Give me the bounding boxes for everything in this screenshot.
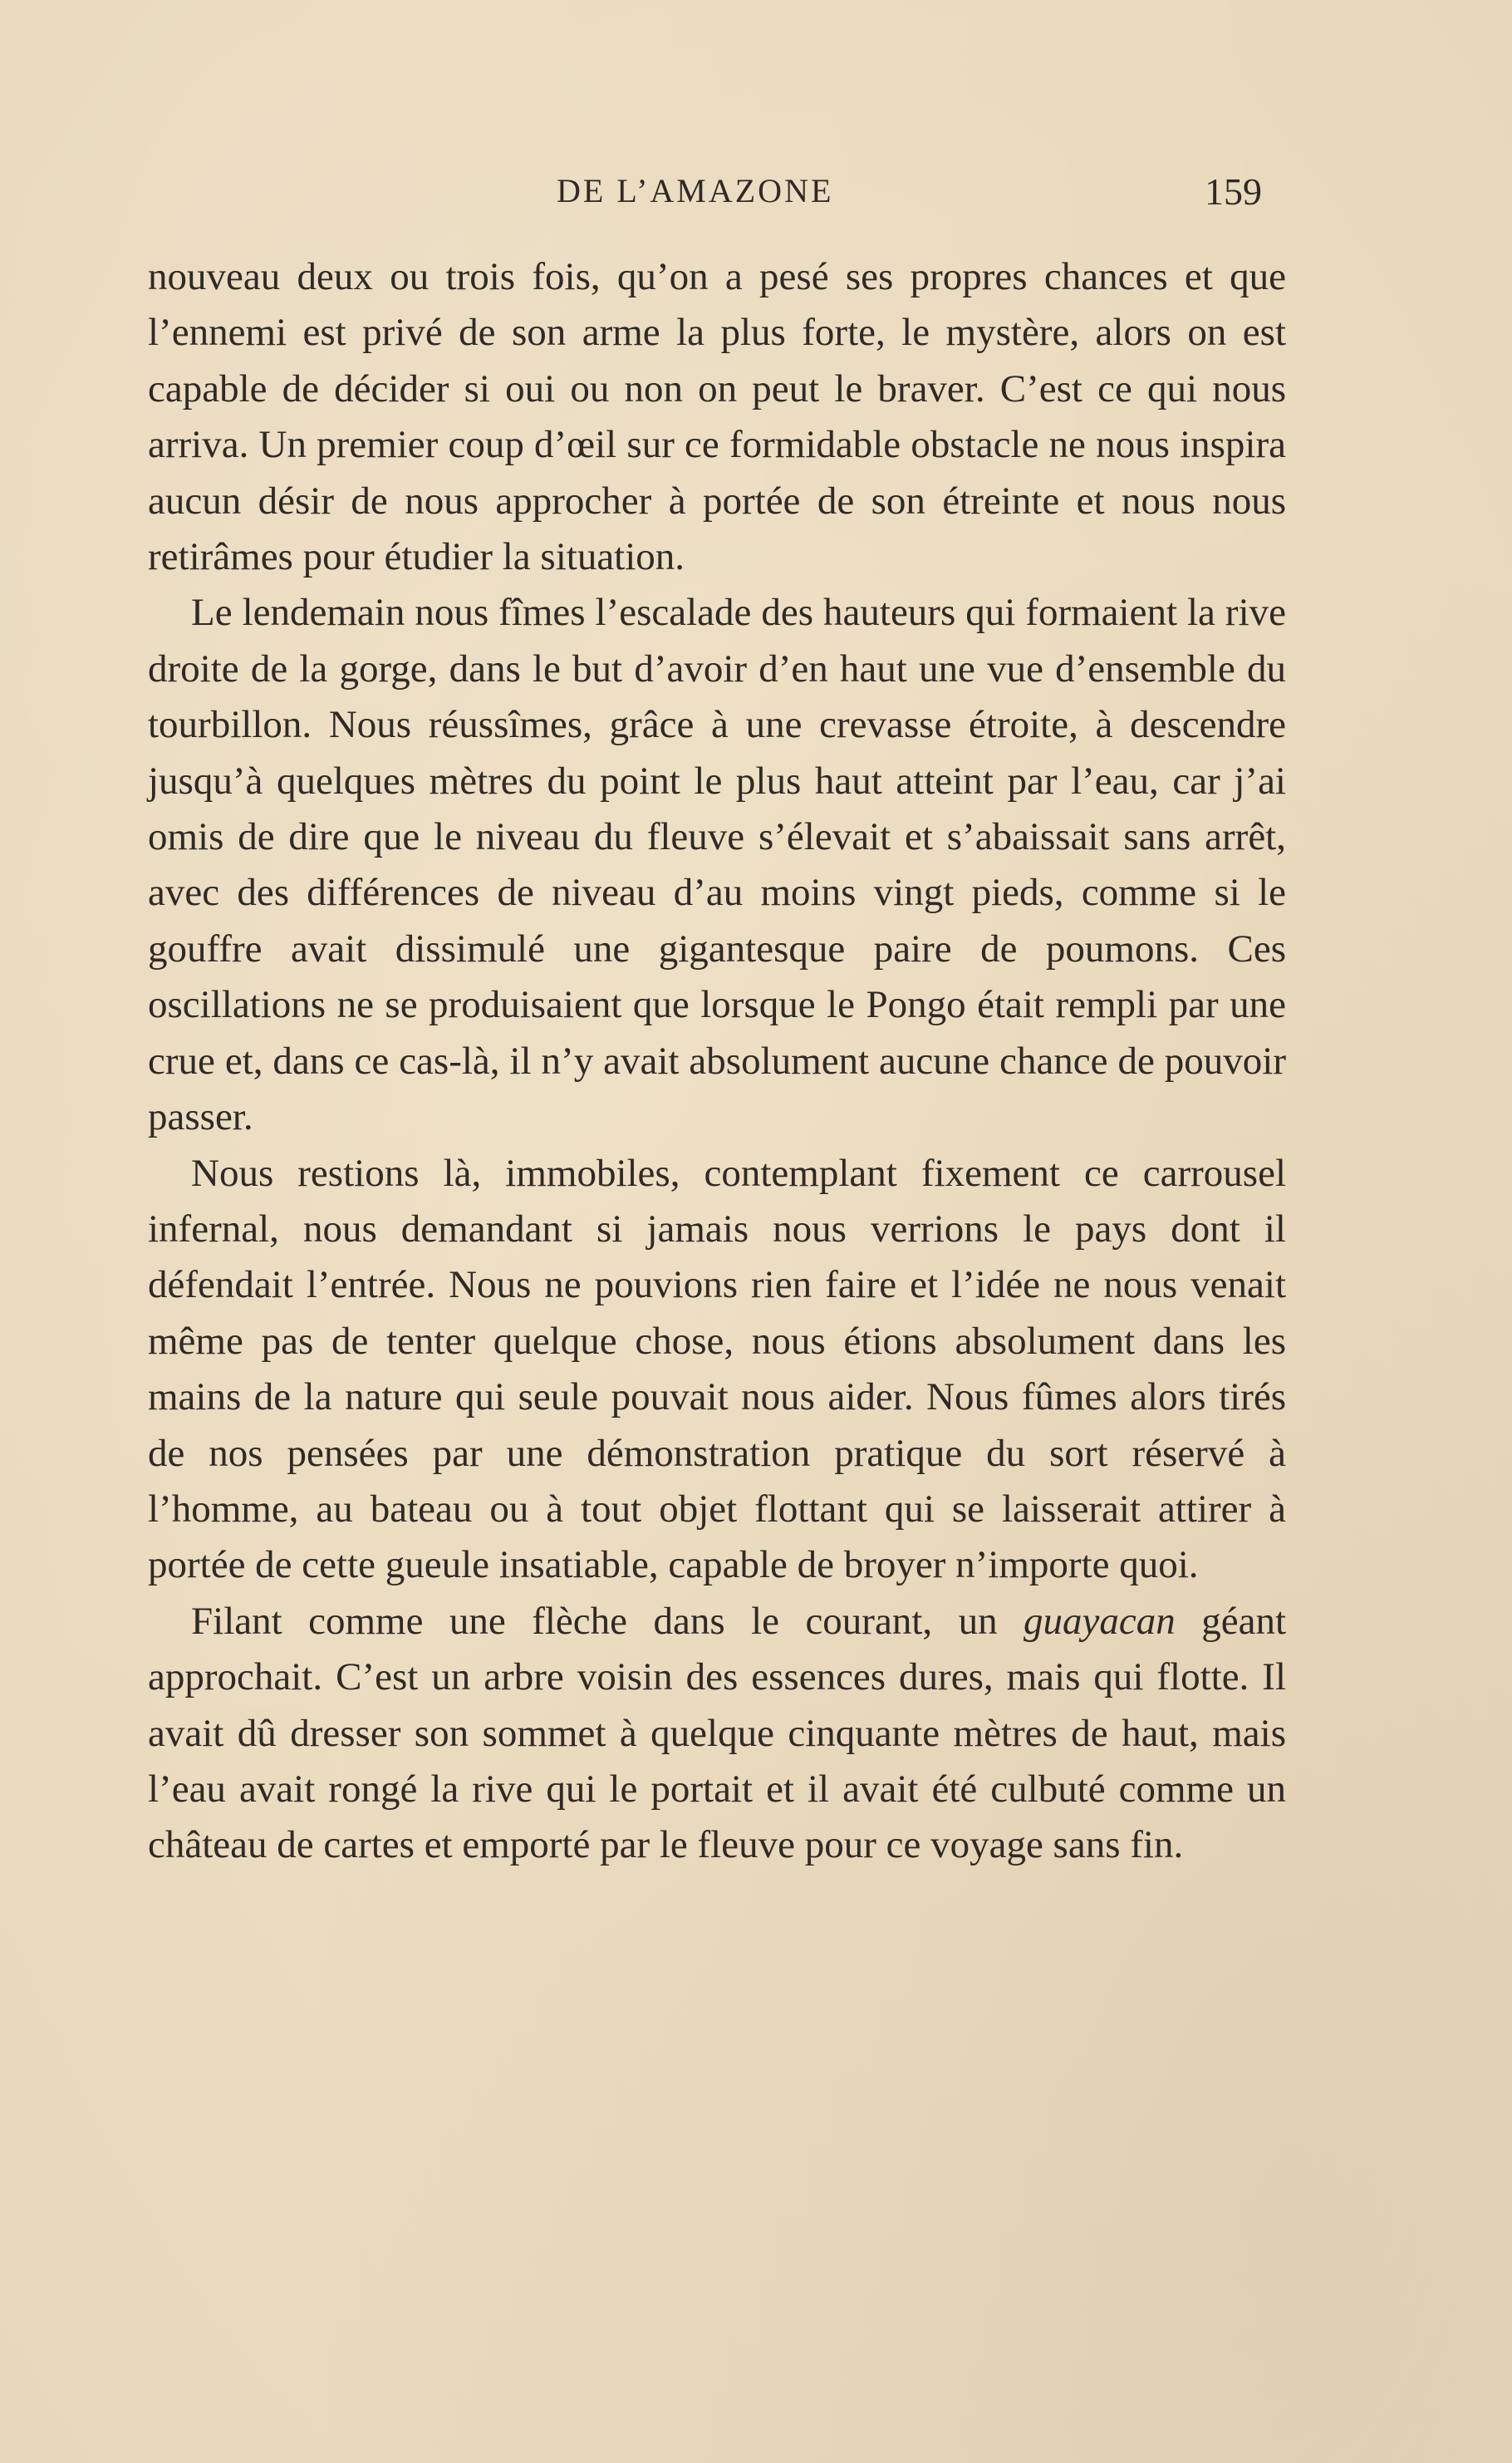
paragraph-1: nouveau deux ou trois fois, qu’on a pesé ses propres chances et que l’ennemi est privé de son arme la plus forte, le mystère, alors on est capable de décider si oui ou non on peut le braver. C’est ce qui nous arriva. Un premier coup d’œil sur ce formidable obstacle ne nous inspira aucun désir de nous approcher à portée de son étreinte et nous nous retirâmes pour étudier la situation. — [148, 255, 1286, 579]
paragraph-4 — [148, 1594, 1286, 1874]
running-head: DE L’AMAZONE — [557, 172, 834, 209]
paragraph-4-italic-term: guayacan — [1024, 1599, 1176, 1643]
paragraph-2: Le lendemain nous fîmes l’escalade des hauteurs qui formaient la rive droite de la gorge, dans le but d’avoir d’en haut une vue d’ensemble du tourbillon. Nous réussîmes, grâce à une crevasse étroite, à descendre jusqu’à quelques mètres du point le plus haut atteint par l’eau, car j’ai omis de dire que le niveau du fleuve s’élevait et s’abaissait sans arrêt, avec des différences de niveau d’au moins vingt pieds, comme si le gouffre avait dissimulé une gigantesque paire de poumons. Ces oscillations ne se produisaient que lorsque le Pongo était rempli par une crue et, dans ce cas-là, il n’y avait absolument aucune chance de pouvoir passer. — [148, 591, 1286, 1139]
page-header — [0, 163, 1512, 221]
paragraph-3: Nous restions là, immobiles, contemplant fixement ce carrousel infernal, nous demandant si jamais nous verrions le pays dont il défendait l’entrée. Nous ne pouvions rien faire et l’idée ne nous venait même pas de tenter quelque chose, nous étions absolument dans les mains de la nature qui seule pouvait nous aider. Nous fûmes alors tirés de nos pensées par une démonstration pratique du sort réservé à l’homme, au bateau ou à tout objet flottant qui se laisserait attirer à portée de cette gueule insatiable, capable de broyer n’importe quoi. — [148, 1151, 1286, 1587]
paragraph-4-start: Filant comme une flèche dans le courant, un — [191, 1599, 1024, 1643]
page-number: 159 — [1205, 170, 1262, 213]
body-text — [148, 249, 1286, 1874]
paragraph-4-end: géant approchait. C’est un arbre voisin des essences dures, mais qui flotte. Il avait dû dresser son sommet à quelque cinquante mètres de haut, mais l’eau avait rongé la rive qui le portait et il avait été culbuté comme un château de cartes et emporté par le fleuve pour ce voyage sans fin. — [148, 1599, 1286, 1867]
